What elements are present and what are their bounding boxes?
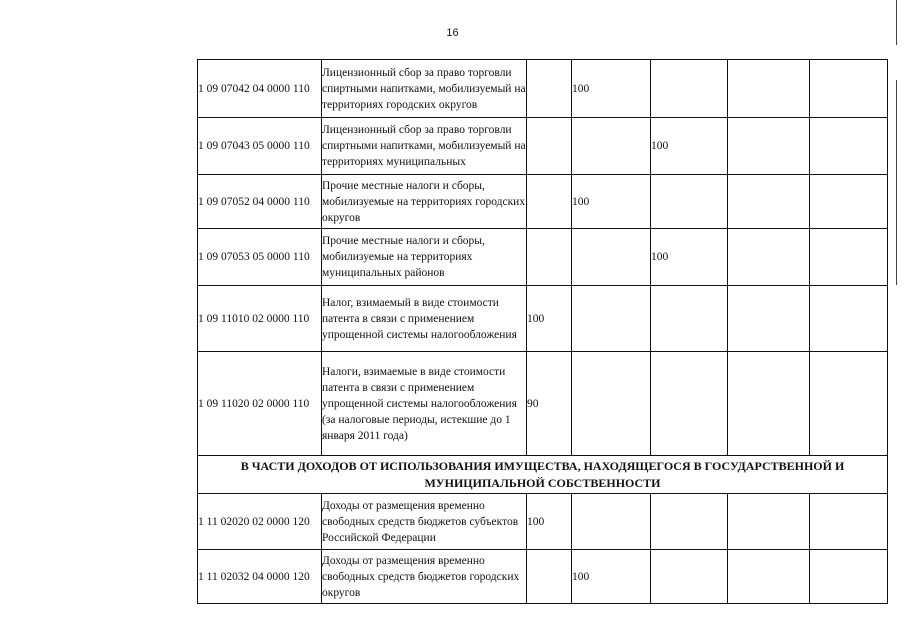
budget-code-cell: 1 09 07042 04 0000 110 xyxy=(198,60,322,118)
revenue-name-cell xyxy=(322,286,527,352)
table-row xyxy=(198,286,888,352)
percentage-cell xyxy=(728,175,810,229)
table-row xyxy=(198,229,888,286)
budget-code-cell: 1 09 07052 04 0000 110 xyxy=(198,175,322,229)
revenue-name-text: Прочие местные налоги и сборы, мобилизуемые на территориях муниципальных районов xyxy=(322,235,485,279)
percentage-cell xyxy=(651,175,728,229)
percentage-cell xyxy=(810,60,888,118)
percentage-cell xyxy=(728,286,810,352)
budget-code-cell: 1 09 07053 05 0000 110 xyxy=(198,229,322,286)
table-row xyxy=(198,494,888,550)
section-title: В ЧАСТИ ДОХОДОВ ОТ ИСПОЛЬЗОВАНИЯ ИМУЩЕСТВА, НАХОДЯЩЕГОСЯ В ГОСУДАРСТВЕННОЙ И МУНИЦИПАЛЬНОЙ СОБСТВЕННОСТИ xyxy=(198,456,888,494)
percentage-cell xyxy=(728,229,810,286)
revenue-name-cell xyxy=(322,550,527,604)
scan-edge-mark xyxy=(896,80,897,285)
percentage-cell: 100 xyxy=(527,286,572,352)
percentage-cell xyxy=(810,175,888,229)
budget-code-cell: 1 11 02032 04 0000 120 xyxy=(198,550,322,604)
revenue-distribution-table xyxy=(197,59,888,604)
revenue-name-text: Налог, взимаемый в виде стоимости патента в связи с применением упрощенной системы налогообложения xyxy=(322,296,517,341)
percentage-cell xyxy=(572,118,651,175)
table-row xyxy=(198,118,888,175)
percentage-cell xyxy=(728,118,810,175)
percentage-cell xyxy=(810,494,888,550)
percentage-cell: 100 xyxy=(572,175,651,229)
percentage-cell xyxy=(651,494,728,550)
page-number: 16 xyxy=(446,27,459,39)
percentage-cell xyxy=(572,352,651,456)
percentage-cell xyxy=(527,60,572,118)
percentage-cell xyxy=(527,229,572,286)
percentage-cell xyxy=(810,118,888,175)
revenue-name-text: Лицензионный сбор за право торговли спиртными напитками, мобилизуемый на территориях муниципальных xyxy=(322,124,526,168)
percentage-cell xyxy=(728,494,810,550)
percentage-cell: 100 xyxy=(651,118,728,175)
table-row xyxy=(198,352,888,456)
percentage-cell xyxy=(651,550,728,604)
percentage-cell xyxy=(572,494,651,550)
percentage-cell xyxy=(651,286,728,352)
revenue-name-text: Доходы от размещения временно свободных средств бюджетов городских округов xyxy=(322,554,520,599)
section-header-row xyxy=(198,456,888,494)
revenue-name-text: Прочие местные налоги и сборы, мобилизуемые на территориях городских округов xyxy=(322,179,526,224)
percentage-cell xyxy=(527,175,572,229)
percentage-cell xyxy=(810,550,888,604)
percentage-cell xyxy=(810,286,888,352)
revenue-name-text: Налоги, взимаемые в виде стоимости патента в связи с применением упрощенной системы налогообложения (за налоговые периоды, истекшие до 1 января 2011 года) xyxy=(322,365,517,442)
percentage-cell xyxy=(651,352,728,456)
revenue-name-cell xyxy=(322,175,527,229)
revenue-name-text: Лицензионный сбор за право торговли спиртными напитками, мобилизуемый на территориях городских округов xyxy=(322,66,526,111)
percentage-cell: 100 xyxy=(572,60,651,118)
percentage-cell xyxy=(651,60,728,118)
revenue-name-cell xyxy=(322,229,527,286)
revenue-name-text: Доходы от размещения временно свободных средств бюджетов субъектов Российской Федерации xyxy=(322,499,519,544)
percentage-cell: 90 xyxy=(527,352,572,456)
revenue-name-cell xyxy=(322,118,527,175)
percentage-cell xyxy=(572,229,651,286)
percentage-cell xyxy=(572,286,651,352)
budget-code-cell: 1 09 11020 02 0000 110 xyxy=(198,352,322,456)
revenue-name-cell xyxy=(322,60,527,118)
scan-edge-mark xyxy=(896,0,897,45)
table-row xyxy=(198,60,888,118)
percentage-cell xyxy=(810,229,888,286)
table-row xyxy=(198,550,888,604)
budget-code-cell: 1 11 02020 02 0000 120 xyxy=(198,494,322,550)
percentage-cell xyxy=(527,550,572,604)
percentage-cell xyxy=(728,352,810,456)
table-row xyxy=(198,175,888,229)
percentage-cell xyxy=(728,550,810,604)
percentage-cell xyxy=(810,352,888,456)
revenue-name-cell xyxy=(322,352,527,456)
percentage-cell: 100 xyxy=(527,494,572,550)
percentage-cell xyxy=(527,118,572,175)
revenue-name-cell xyxy=(322,494,527,550)
percentage-cell xyxy=(728,60,810,118)
percentage-cell: 100 xyxy=(572,550,651,604)
percentage-cell: 100 xyxy=(651,229,728,286)
budget-code-cell: 1 09 11010 02 0000 110 xyxy=(198,286,322,352)
budget-code-cell: 1 09 07043 05 0000 110 xyxy=(198,118,322,175)
